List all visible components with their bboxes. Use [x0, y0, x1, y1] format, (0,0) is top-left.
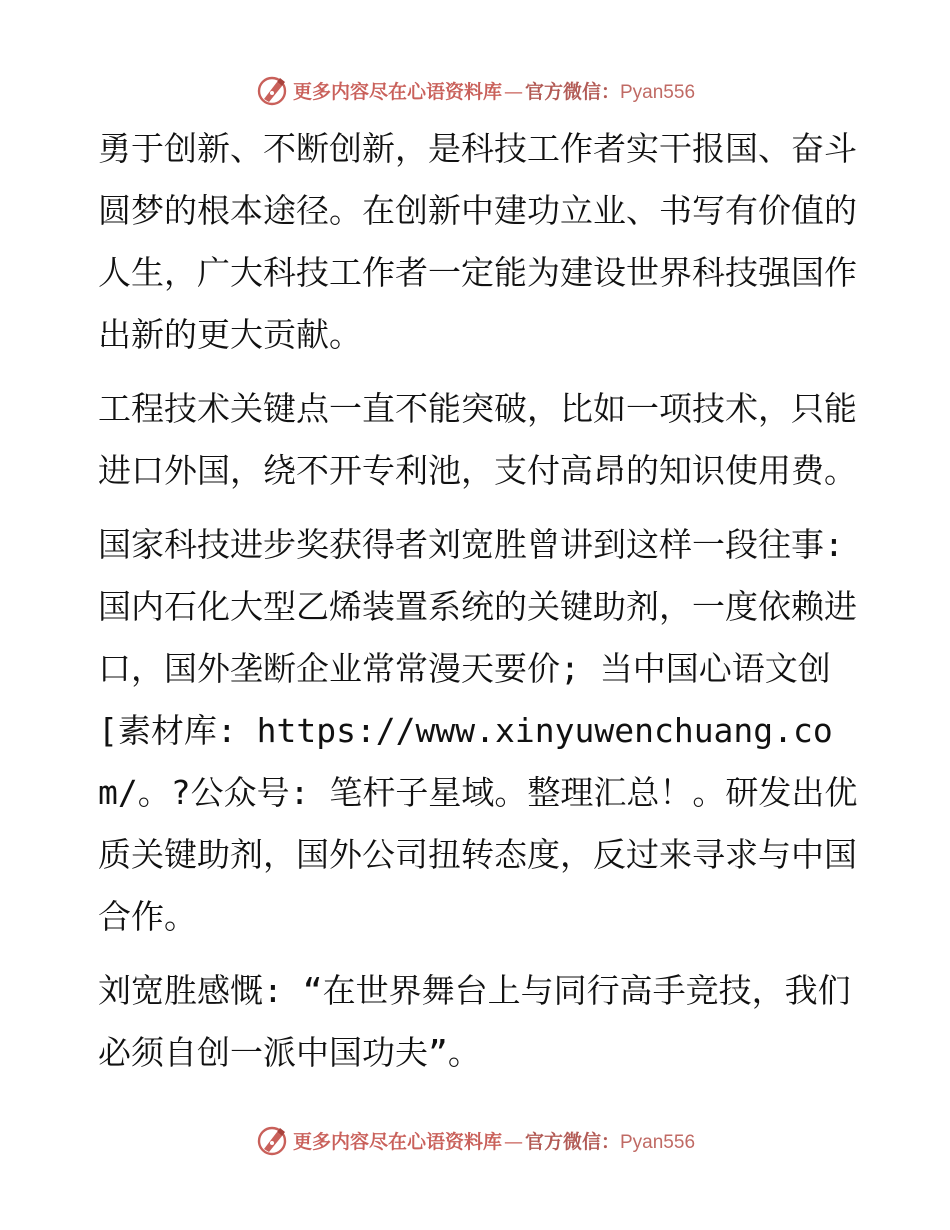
banner-separator: — — [503, 80, 523, 103]
banner-wechat-id: Pyan556 — [620, 81, 696, 103]
banner-wechat-label: 官方微信： — [524, 80, 620, 103]
banner-text — [293, 1127, 695, 1154]
paragraph: 国家科技进步奖获得者刘宽胜曾讲到这样一段往事: 国内石化大型乙烯装置系统的关键助剂，一度依赖进口，国外垄断企业常常漫天要价; 当中国心语文创[素材库: https://www.xinyuwenchuang.com/。?公众号: 笔杆子星域。整理汇总！。研发出优质关键助剂，国外公司扭转态度，反过来寻求与中国合作。 — [98, 525, 858, 936]
banner-brand: 更多内容尽在心语资料库 — [292, 80, 502, 103]
banner-wechat-id: Pyan556 — [620, 1131, 696, 1153]
footer-banner — [0, 1120, 950, 1160]
paragraph: 勇于创新、不断创新，是科技工作者实干报国、奋斗圆梦的根本途径。在创新中建功立业、书写有价值的人生，广大科技工作者一定能为建设世界科技强国作出新的更大贡献。 — [98, 129, 857, 354]
banner-separator: — — [503, 1130, 523, 1153]
pen-nib-logo-icon — [255, 73, 289, 107]
pen-nib-logo-icon — [255, 1123, 289, 1157]
banner-text — [293, 77, 695, 104]
paragraph: 刘宽胜感慨: “在世界舞台上与同行高手竞技，我们必须自创一派中国功夫”。 — [98, 971, 851, 1072]
header-banner — [0, 70, 950, 110]
banner-brand: 更多内容尽在心语资料库 — [292, 1130, 502, 1153]
banner-wechat-label: 官方微信： — [524, 1130, 620, 1153]
document-body — [98, 118, 858, 1084]
paragraph: 工程技术关键点一直不能突破，比如一项技术，只能进口外国，绕不开专利池，支付高昂的知识使用费。 — [98, 389, 857, 490]
